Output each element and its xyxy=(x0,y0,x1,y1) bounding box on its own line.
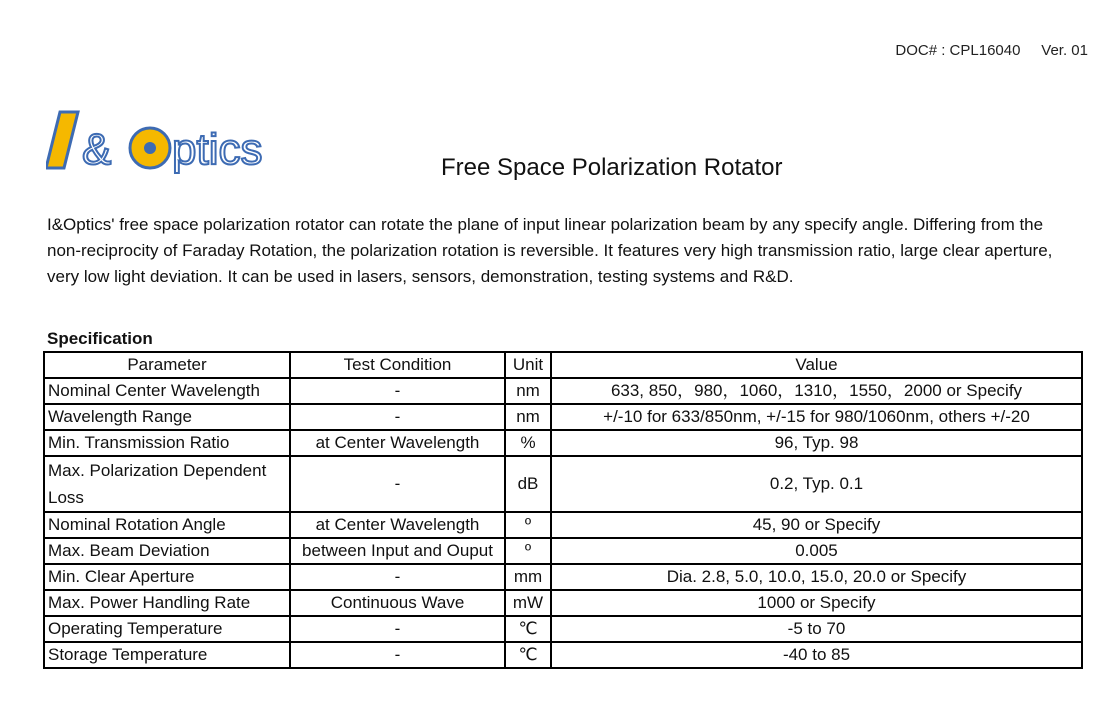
param-cell: Max. Beam Deviation xyxy=(44,538,290,564)
condition-cell: - xyxy=(290,564,505,590)
param-cell: Wavelength Range xyxy=(44,404,290,430)
table-row xyxy=(44,430,1082,456)
spec-table xyxy=(43,351,1083,669)
param-cell: Max. Power Handling Rate xyxy=(44,590,290,616)
condition-cell: - xyxy=(290,456,505,512)
logo-i-mark xyxy=(46,112,78,168)
header-value: Value xyxy=(551,352,1082,378)
unit-cell: ℃ xyxy=(505,642,551,668)
unit-cell: ℃ xyxy=(505,616,551,642)
page-title: Free Space Polarization Rotator xyxy=(441,154,783,181)
table-row xyxy=(44,404,1082,430)
spec-heading: Specification xyxy=(47,329,153,348)
value-cell: +/-10 for 633/850nm, +/-15 for 980/1060nm, others +/-20 xyxy=(551,404,1082,430)
intro-paragraph: I&Optics' free space polarization rotator can rotate the plane of input linear polarization beam by any specify angle. Differing from the non-reciprocity of Faraday Rotation, the polarization rotation is reversible. It features very high transmission ratio, large clear aperture, very low light deviation. It can be used in lasers, sensors, demonstration, testing systems and R&D. xyxy=(47,215,1053,286)
header-parameter: Parameter xyxy=(44,352,290,378)
condition-cell: at Center Wavelength xyxy=(290,430,505,456)
condition-cell: - xyxy=(290,616,505,642)
condition-cell: - xyxy=(290,378,505,404)
param-cell: Operating Temperature xyxy=(44,616,290,642)
value-cell: 96, Typ. 98 xyxy=(551,430,1082,456)
param-cell: Min. Transmission Ratio xyxy=(44,430,290,456)
unit-cell: mW xyxy=(505,590,551,616)
param-cell: Nominal Rotation Angle xyxy=(44,512,290,538)
table-row xyxy=(44,564,1082,590)
value-cell: 0.005 xyxy=(551,538,1082,564)
value-cell: 0.2, Typ. 0.1 xyxy=(551,456,1082,512)
doc-id: DOC# : CPL16040 Ver. 01 xyxy=(895,42,1088,59)
table-row xyxy=(44,616,1082,642)
param-cell: Max. Polarization Dependent Loss xyxy=(44,456,290,512)
unit-cell: mm xyxy=(505,564,551,590)
unit-cell: º xyxy=(505,538,551,564)
value-cell: -5 to 70 xyxy=(551,616,1082,642)
header-unit: Unit xyxy=(505,352,551,378)
table-row xyxy=(44,538,1082,564)
condition-cell: at Center Wavelength xyxy=(290,512,505,538)
unit-cell: nm xyxy=(505,404,551,430)
condition-cell: - xyxy=(290,642,505,668)
table-row xyxy=(44,590,1082,616)
unit-cell: nm xyxy=(505,378,551,404)
unit-cell: % xyxy=(505,430,551,456)
table-row xyxy=(44,378,1082,404)
value-cell: 45, 90 or Specify xyxy=(551,512,1082,538)
value-cell: Dia. 2.8, 5.0, 10.0, 15.0, 20.0 or Specify xyxy=(551,564,1082,590)
value-cell: 1000 or Specify xyxy=(551,590,1082,616)
table-row xyxy=(44,456,1082,512)
logo-wordmark: ptics xyxy=(172,125,263,174)
value-cell: -40 to 85 xyxy=(551,642,1082,668)
company-logo xyxy=(46,106,306,186)
table-row xyxy=(44,512,1082,538)
logo-o-dot xyxy=(144,142,156,154)
header-test-condition: Test Condition xyxy=(290,352,505,378)
spec-header-row xyxy=(44,352,1082,378)
condition-cell: between Input and Ouput xyxy=(290,538,505,564)
param-cell: Min. Clear Aperture xyxy=(44,564,290,590)
unit-cell: º xyxy=(505,512,551,538)
param-cell: Storage Temperature xyxy=(44,642,290,668)
logo-ampersand: & xyxy=(82,125,112,174)
condition-cell: Continuous Wave xyxy=(290,590,505,616)
table-row xyxy=(44,642,1082,668)
param-cell: Nominal Center Wavelength xyxy=(44,378,290,404)
condition-cell: - xyxy=(290,404,505,430)
value-cell: 633, 850，980，1060，1310，1550，2000 or Specify xyxy=(551,378,1082,404)
unit-cell: dB xyxy=(505,456,551,512)
